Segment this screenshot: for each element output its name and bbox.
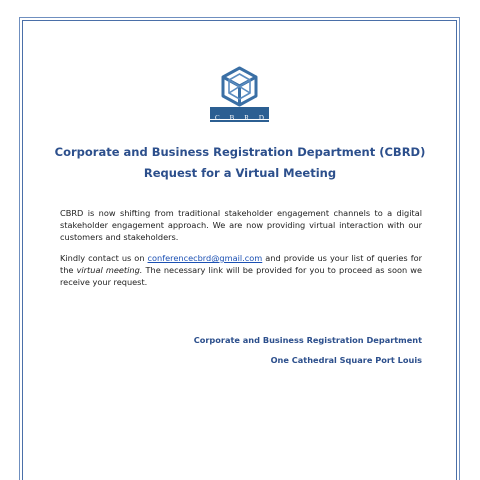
logo-letter: B [229,114,235,122]
logo-letter: R [244,114,249,122]
signature-department: Corporate and Business Registration Department [193,335,422,345]
emphasis-text: virtual meeting. [76,265,143,275]
contact-paragraph [60,252,422,288]
logo-letter: D [258,114,264,122]
contact-text: and provide us your list of queries for the [60,253,422,275]
intro-paragraph: CBRD is now shifting from traditional stakeholder engagement channels to a digital stakeholder engagement approach. We are now providing virtual interaction with our customers and stakeholders. [60,208,422,242]
document-subtitle: Request for a Virtual Meeting [143,166,337,180]
logo-letter: C [214,114,220,122]
contact-text: Kindly contact us on [60,253,148,263]
logo-letters [210,113,269,123]
signature-address: One Cathedral Square Port Louis [270,355,422,365]
document-title: Corporate and Business Registration Department (CBRD) [54,145,426,159]
contact-text: The necessary link will be provided for you to proceed as soon we receive your request. [60,265,422,287]
email-link[interactable]: conferencecbrd@gmail.com [147,253,263,263]
